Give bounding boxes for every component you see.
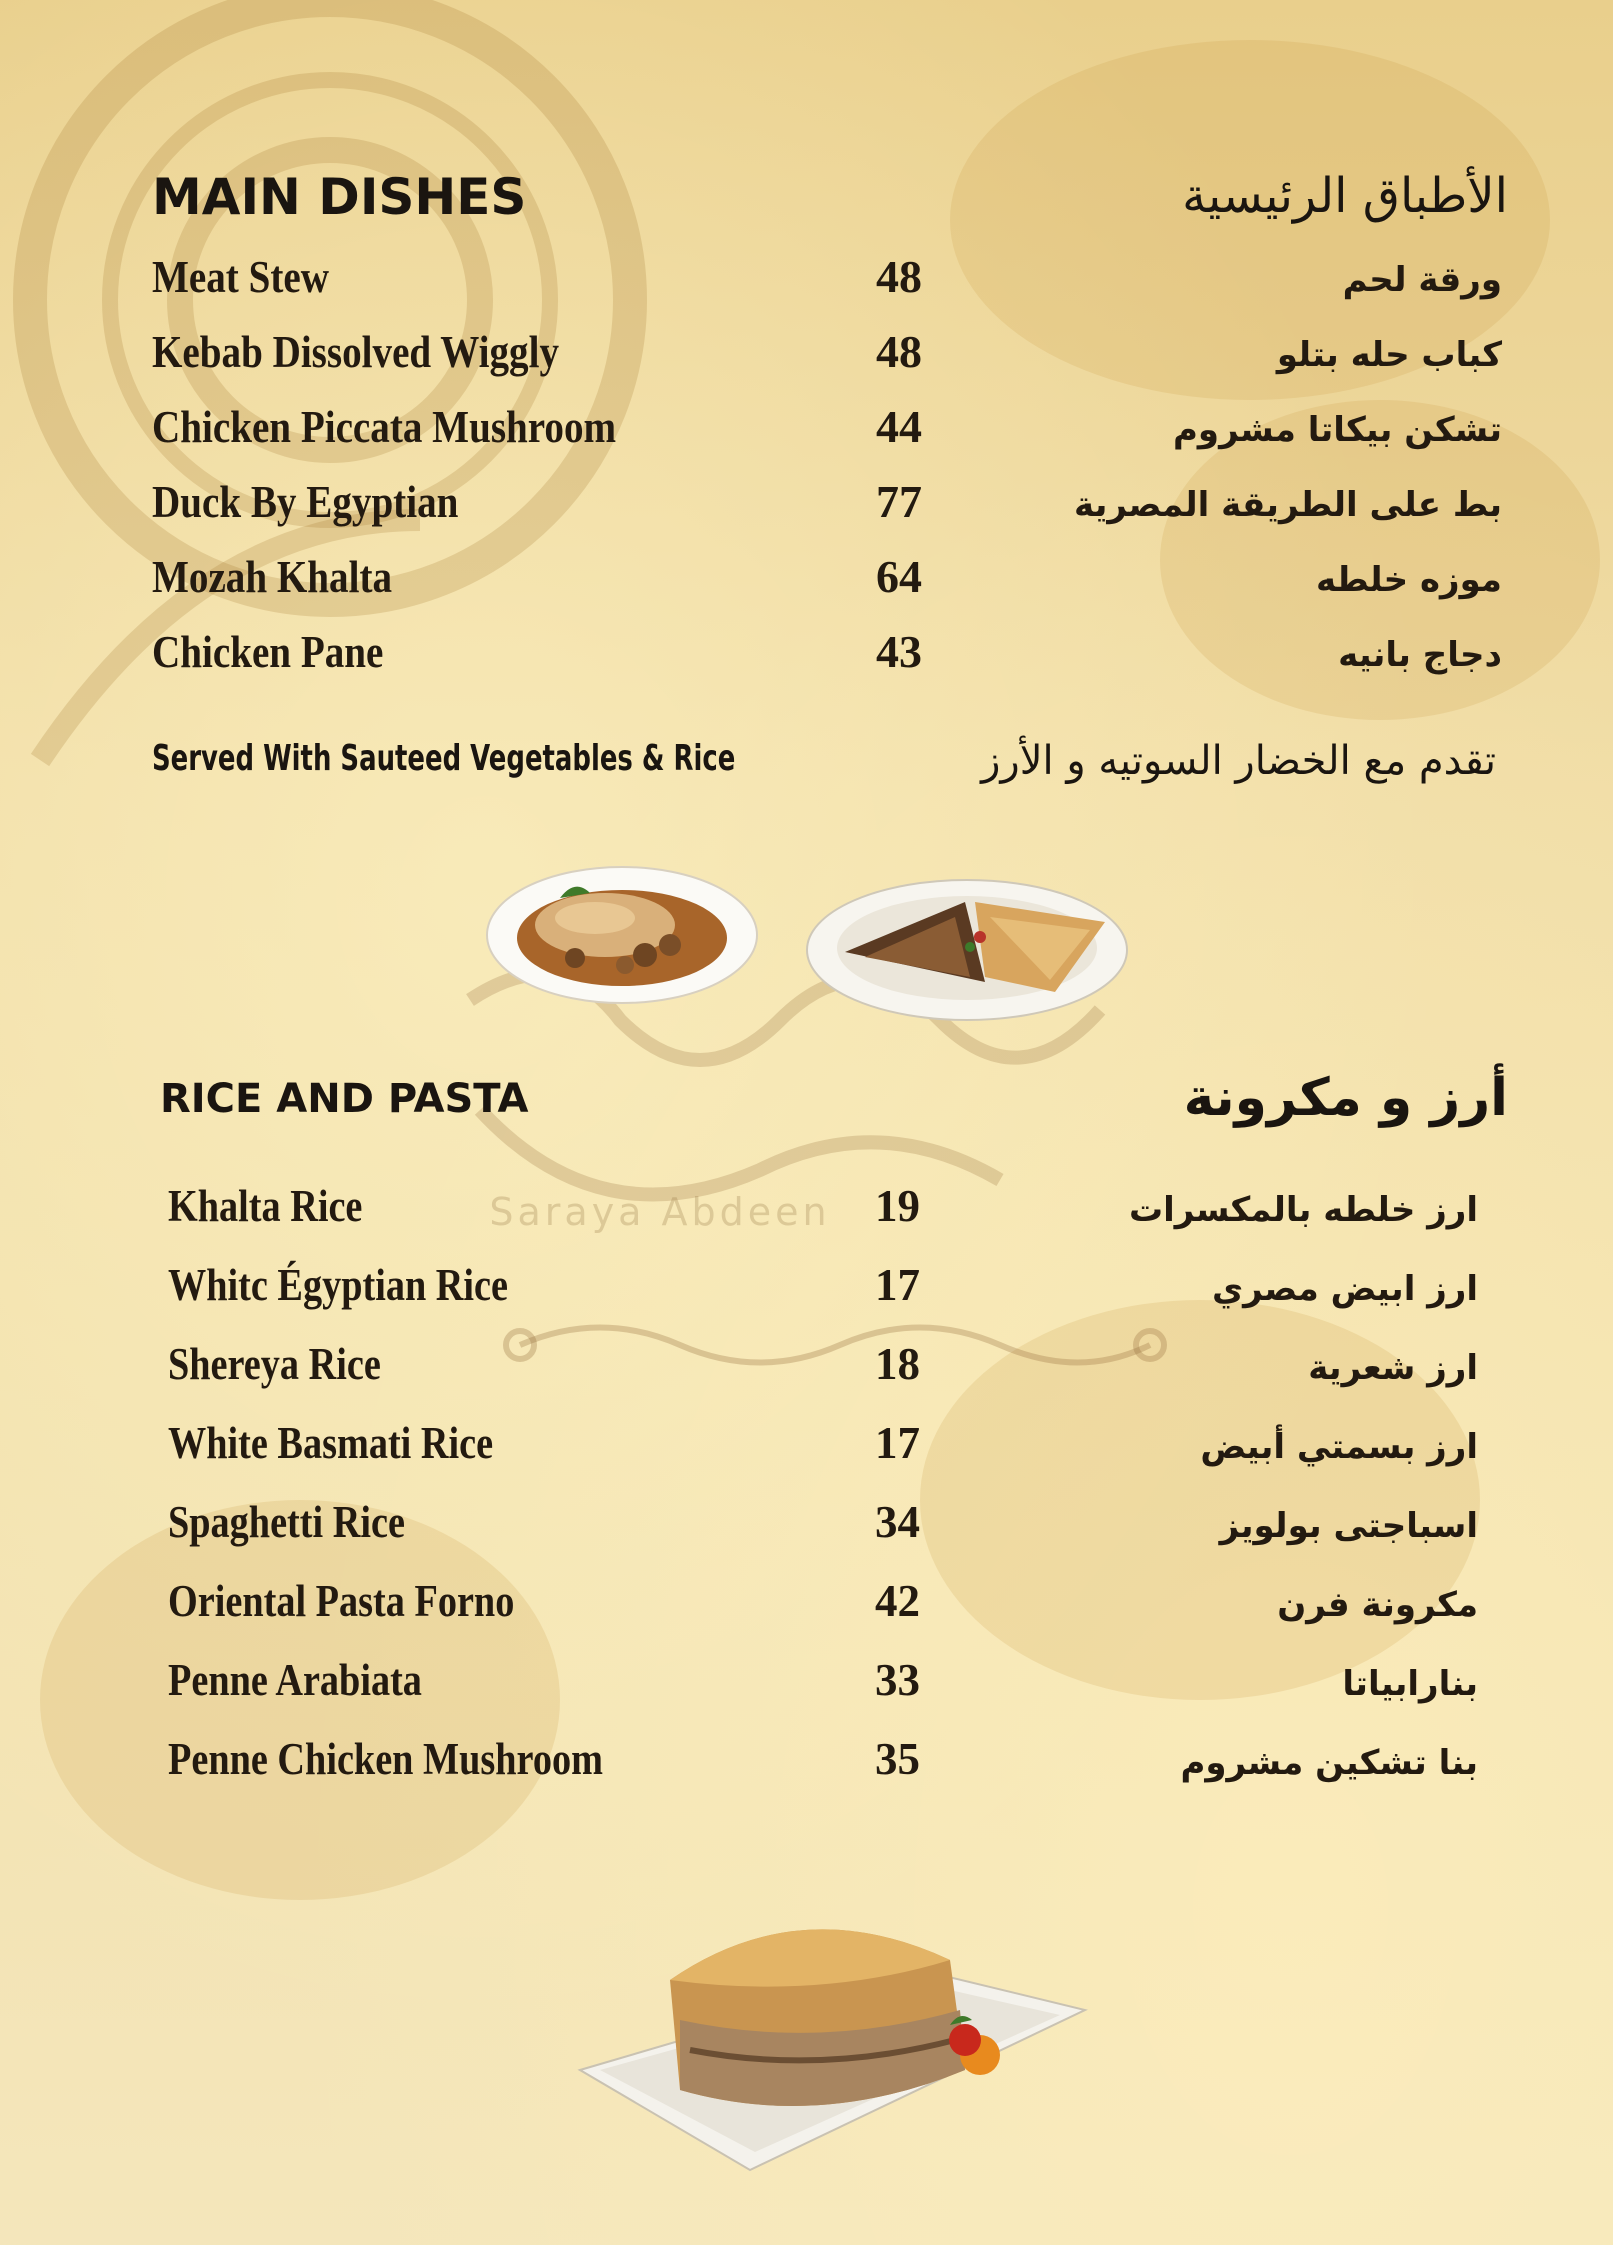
dish-price: 64 <box>876 551 922 602</box>
dish-name-ar: بنا تشكين مشروم <box>1180 1743 1478 1783</box>
dish-name-ar: ارز بسمتي أبيض <box>1200 1427 1478 1467</box>
dish-name-ar: بط على الطريقة المصرية <box>1074 485 1502 525</box>
section-title-rice-pasta: RICE AND PASTA <box>160 1076 529 1122</box>
dish-price: 35 <box>875 1734 920 1784</box>
section-title-main-dishes: MAIN DISHES <box>152 168 527 226</box>
dish-price: 34 <box>875 1497 920 1547</box>
list-item <box>152 250 1502 310</box>
list-item <box>168 1496 1478 1556</box>
pasta-forno-plate-image <box>570 1900 1090 2175</box>
dish-name-ar: ورقة لحم <box>1342 260 1502 300</box>
dish-name: Meat Stew <box>152 251 329 302</box>
list-item <box>168 1417 1478 1477</box>
dish-name: Spaghetti Rice <box>168 1497 405 1547</box>
list-item <box>152 550 1502 610</box>
list-item <box>168 1180 1478 1240</box>
list-item <box>152 325 1502 385</box>
dish-name-ar: كباب حله بتلو <box>1276 335 1502 375</box>
dish-name-ar: مكرونة فرن <box>1277 1585 1478 1625</box>
section-title-main-dishes-ar: الأطباق الرئيسية <box>1182 168 1508 224</box>
dish-name: Kebab Dissolved Wiggly <box>152 326 560 377</box>
dish-name: Mozah Khalta <box>152 551 393 602</box>
section-title-rice-pasta-ar: أرز و مكرونة <box>1183 1068 1508 1128</box>
dish-name: Penne Chicken Mushroom <box>168 1734 603 1784</box>
list-item <box>168 1733 1478 1793</box>
dish-price: 48 <box>876 251 922 302</box>
list-item <box>152 475 1502 535</box>
dish-price: 48 <box>876 326 922 377</box>
dish-name: White Basmati Rice <box>168 1418 494 1468</box>
dish-name: Whitc Égyptian Rice <box>168 1260 508 1310</box>
dish-name-ar: موزه خلطه <box>1316 560 1502 600</box>
dish-price: 17 <box>875 1260 920 1310</box>
dish-price: 44 <box>876 401 922 452</box>
dish-price: 42 <box>875 1576 920 1626</box>
dish-price: 19 <box>875 1181 920 1231</box>
dish-name: Duck By Egyptian <box>152 476 459 527</box>
dish-price: 77 <box>876 476 922 527</box>
dish-price: 33 <box>875 1655 920 1705</box>
list-item <box>168 1338 1478 1398</box>
list-item <box>168 1259 1478 1319</box>
dish-name-ar: دجاج بانيه <box>1338 635 1502 675</box>
dish-price: 17 <box>875 1418 920 1468</box>
dish-name-ar: بنارابياتا <box>1342 1664 1478 1704</box>
dish-name-ar: تشكن بيكاتا مشروم <box>1173 410 1502 450</box>
dish-name: Khalta Rice <box>168 1181 363 1231</box>
list-item <box>168 1654 1478 1714</box>
dish-name: Chicken Piccata Mushroom <box>152 401 617 452</box>
crepe-plate-image <box>805 872 1130 1022</box>
dish-name: Oriental Pasta Forno <box>168 1576 515 1626</box>
dish-name-ar: ارز شعرية <box>1308 1348 1478 1388</box>
chicken-mushroom-plate-image <box>485 860 760 1005</box>
list-item <box>168 1575 1478 1635</box>
list-item <box>152 400 1502 460</box>
dish-name: Shereya Rice <box>168 1339 381 1389</box>
watermark-text: Saraya Abdeen <box>489 1190 831 1234</box>
served-with-note: Served With Sauteed Vegetables & Rice <box>152 738 736 779</box>
served-with-note-ar: تقدم مع الخضار السوتيه و الأرز <box>981 738 1496 784</box>
dish-price: 18 <box>875 1339 920 1389</box>
dish-name: Chicken Pane <box>152 626 384 677</box>
dish-price: 43 <box>876 626 922 677</box>
list-item <box>152 625 1502 685</box>
dish-name-ar: ارز خلطه بالمكسرات <box>1128 1190 1478 1230</box>
dish-name-ar: اسباجتى بولويز <box>1219 1506 1478 1546</box>
dish-name-ar: ارز ابيض مصري <box>1211 1269 1478 1309</box>
dish-name: Penne Arabiata <box>168 1655 422 1705</box>
